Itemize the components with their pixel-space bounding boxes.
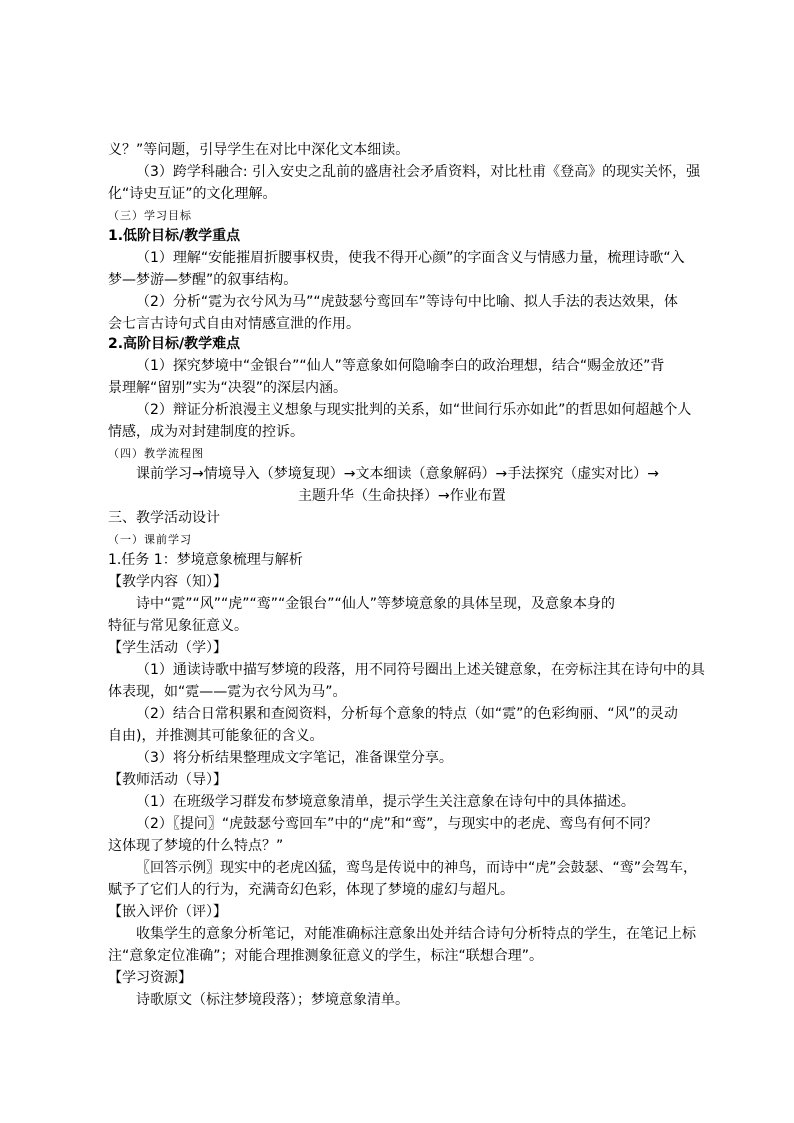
subsection-heading: 2.高阶目标/教学难点 [108,336,241,352]
text-line: 收集学生的意象分析笔记，对能准确标注意象出处并结合诗句分析特点的学生，在笔记上标 [136,926,696,942]
subsection-heading: 1.低阶目标/教学重点 [108,228,241,244]
text-line: 诗歌原文（标注梦境段落）；梦境意象清单。 [136,992,409,1008]
task-heading: 1.任务 1：梦境意象梳理与解析 [108,552,303,568]
text-line: （2）分析“霓为衣兮风为马”“虎鼓瑟兮鸾回车”等诗句中比喻、拟人手法的表达效果，体 [136,294,678,310]
section-heading: 三、教学活动设计 [108,510,220,526]
text-line: （2）辩证分析浪漫主义想象与现实批判的关系，如“世间行乐亦如此”的哲思如何超越个人 [136,402,692,418]
block-heading: 【教学内容（知）】 [108,574,227,590]
text-line: 注“意象定位准确”；对能合理推测象征意义的学生，标注“联想合理”。 [108,948,544,964]
flow-line: 主题升华（生命抉择）→作业布置 [298,488,506,504]
text-line: （1）理解“安能摧眉折腰事权贵，使我不得开心颜”的字面含义与情感力量，梳理诗歌“入 [136,250,685,266]
text-line: 化“诗史互证”的文化理解。 [108,186,277,202]
text-line: 会七言古诗句式自由对情感宣泄的作用。 [108,316,360,332]
text-line: （3）将分析结果整理成文字笔记，准备课堂分享。 [136,750,453,766]
text-line: 赋予了它们人的行为，充满奇幻色彩，体现了梦境的虚幻与超凡。 [108,882,514,898]
text-line: （2）〖提问〗“虎鼓瑟兮鸾回车”中的“虎”和“鸾”，与现实中的老虎、鸾鸟有何不同？ [136,816,658,832]
text-line: 这体现了梦境的什么特点？” [108,838,284,854]
text-line: （1）在班级学习群发布梦境意象清单，提示学生关注意象在诗句中的具体描述。 [136,794,635,810]
text-line: 景理解“留别”实为“决裂”的深层内涵。 [108,380,348,396]
block-heading: 【嵌入评价（评）】 [108,904,227,920]
text-line: 特征与常见象征意义。 [108,618,248,634]
text-line: 自由)，并推测其可能象征的含义。 [108,728,324,744]
text-line: （1）探究梦境中“金银台”“仙人”等意象如何隐喻李白的政治理想，结合“赐金放还”背 [136,358,665,374]
text-line: （1）通读诗歌中描写梦境的段落，用不同符号圈出上述关键意象，在旁标注其在诗句中的具 [136,662,705,678]
text-line: 梦—梦游—梦醒”的叙事结构。 [108,272,298,288]
text-line: 体表现，如“霓——霓为衣兮风为马”。 [108,684,347,700]
text-line: （3）跨学科融合: 引入安史之乱前的盛唐社会矛盾资料，对比杜甫《登高》的现实关怀，强 [136,164,701,180]
flow-line: 课前学习→情境导入（梦境复现）→文本细读（意象解码）→手法探究（虚实对比）→ [136,466,659,482]
text-line: 情感，成为对封建制度的控诉。 [108,424,304,440]
section-heading: （四）教学流程图 [108,447,204,460]
text-line: 义？”等问题，引导学生在对比中深化文本细读。 [108,142,410,158]
block-heading: 【教师活动（导）】 [108,772,227,788]
text-line: 〖回答示例〗现实中的老虎凶猛，鸾鸟是传说中的神鸟，而诗中“虎”会鼓瑟、“鸾”会驾车， [136,860,698,876]
text-line: 诗中“霓”“风”“虎”“鸾”“金银台”“仙人”等梦境意象的具体呈现，及意象本身的 [136,596,616,612]
section-heading: （一）课前学习 [108,533,192,546]
block-heading: 【学生活动（学）】 [108,640,227,656]
block-heading: 【学习资源】 [108,970,192,986]
text-line: （2）结合日常积累和查阅资料，分析每个意象的特点（如“霓”的色彩绚丽、“风”的灵动 [136,706,678,722]
section-heading: （三）学习目标 [108,209,192,222]
